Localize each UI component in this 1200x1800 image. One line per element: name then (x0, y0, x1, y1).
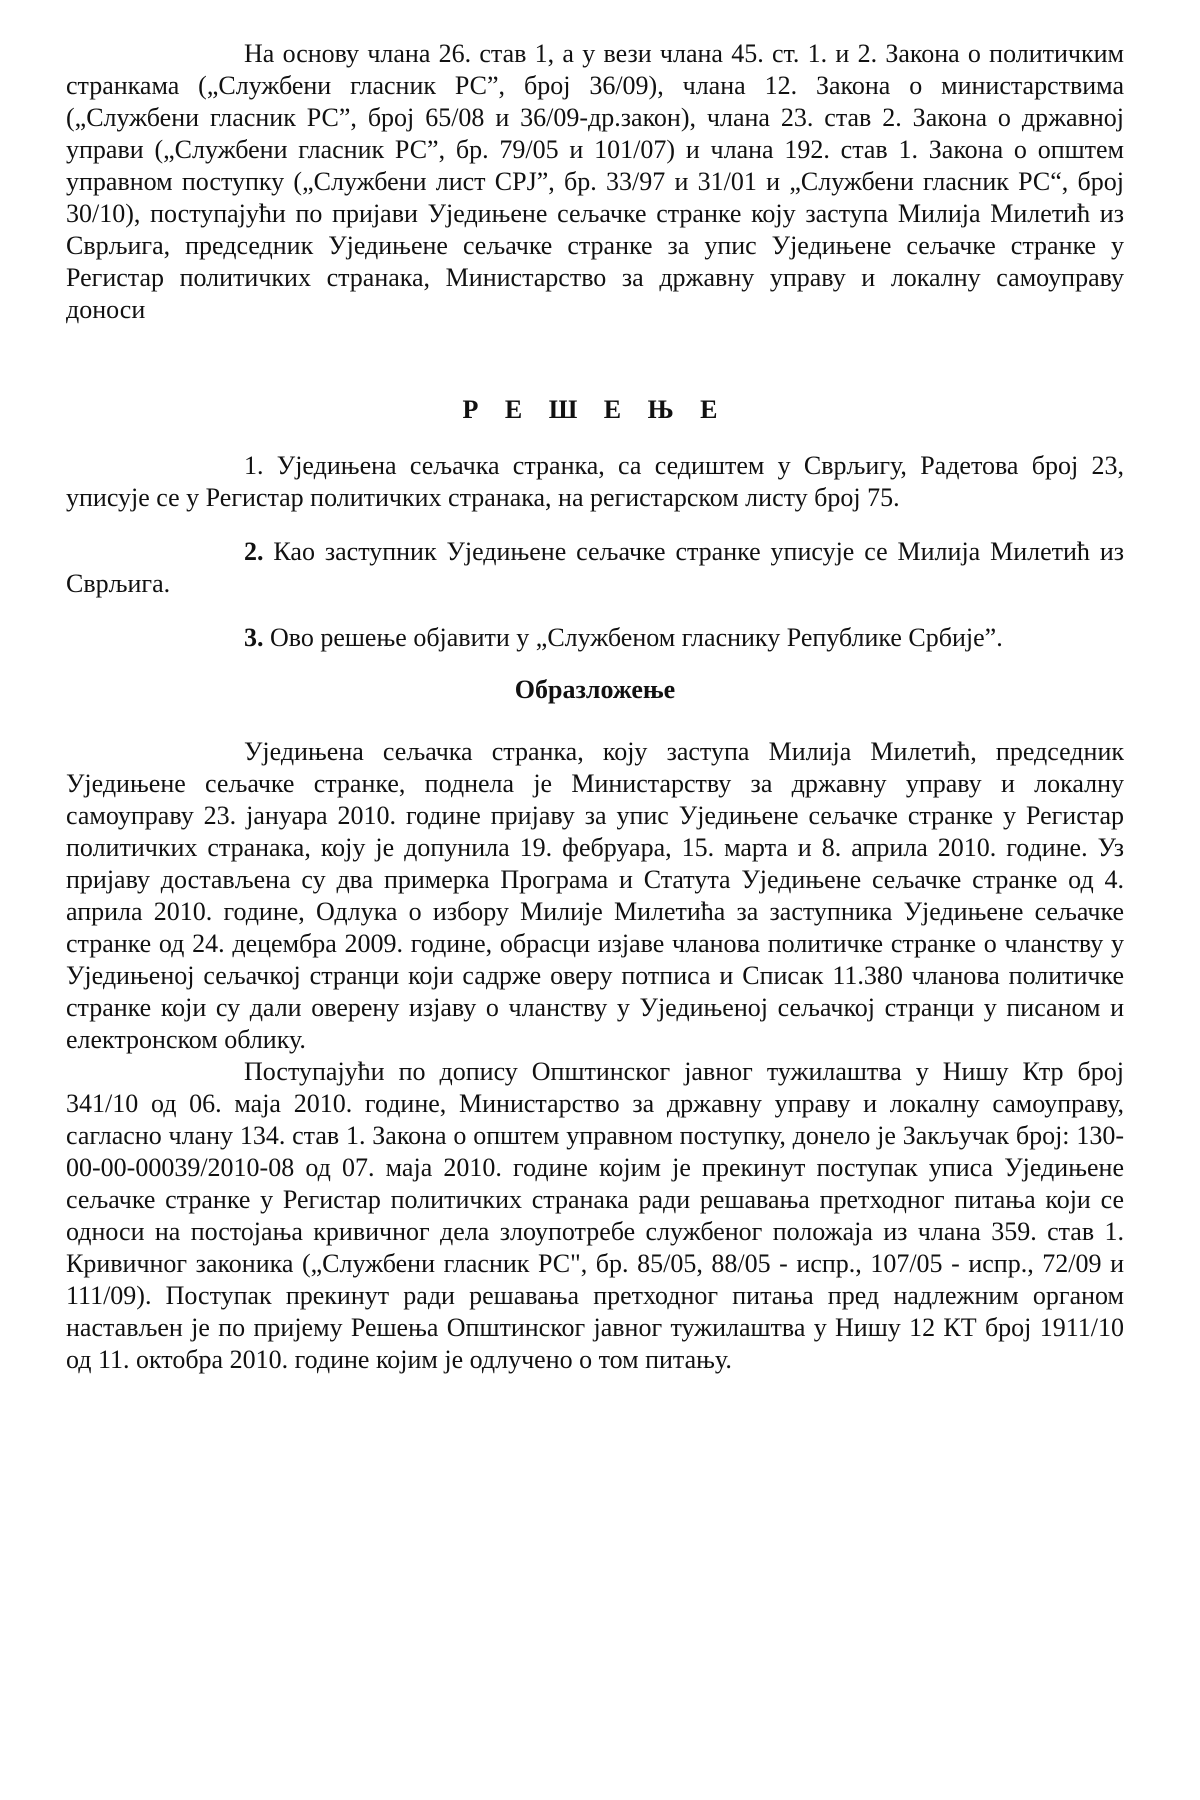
document-page (66, 38, 1124, 1376)
item-text: Ово решење објавити у „Службеном гласнику Републике Србије”. (270, 623, 1003, 652)
decision-item-3 (66, 622, 1124, 654)
item-text: Као заступник Уједињене сељачке странке уписује се Милија Милетић из Сврљига. (66, 537, 1125, 598)
item-number: 3. (244, 623, 264, 652)
item-number: 1. (244, 451, 264, 480)
reasoning-paragraph-1: Уједињена сељачка странка, коју заступа Милија Милетић, председник Уједињене сељачке странке, поднела је Министарству за државну управу и локалну самоуправу 23. јануара 2010. године пријаву за упис Уједињене сељачке странке у Регистар политичких странака, коју је допунила 19. фебруара, 15. марта и 8. априла 2010. године. Уз пријаву достављена су два примерка Програма и Статута Уједињене сељачке странке од 4. априла 2010. године, Одлука о избору Милије Милетића за заступника Уједињене сељачке странке од 24. децембра 2009. године, обрасци изјаве чланова политичке странке о чланству у Уједињеној сељачкој странци који садрже оверу потписа и Списак 11.380 чланова политичке странке који су дали оверену изјаву о чланству у Уједињеној сељачкој странци у писаном и електронском облику. (66, 737, 1124, 1054)
reasoning-paragraph-2: Поступајући по допису Општинског јавног тужилаштва у Нишу Ктр број 341/10 од 06. маја 2010. године, Министарство за државну управу и локалну самоуправу, сагласно члану 134. став 1. Закона о општем управном поступку, донело је Закључак број: 130-00-00-00039/2010-08 од 07. маја 2010. године којим је прекинут поступак уписа Уједињене сељачке странке у Регистар политичких странака ради решавања претходног питања који се односи на постојања кривичног дела злоупотребе службеног положаја из члана 359. став 1. Кривичног законика („Службени гласник РС", бр. 85/05, 88/05 - испр., 107/05 - испр., 72/09 и 111/09). Поступак прекинут ради решавања претходног питања пред надлежним органом настављен је по пријему Решења Општинског јавног тужилаштва у Нишу 12 КТ број 1911/10 од 11. октобра 2010. године којим је одлучено о том питању. (66, 1057, 1124, 1374)
preamble-paragraph: На основу члана 26. став 1, а у вези члана 45. ст. 1. и 2. Закона о политичким странкама („Службени гласник РС”, број 36/09), члана 12. Закона о министарствима („Службени гласник РС”, број 65/08 и 36/09-др.закон), члана 23. став 2. Закона о државној управи („Службени гласник РС”, бр. 79/05 и 101/07) и члана 192. став 1. Закона о општем управном поступку („Службени лист СРЈ”, бр. 33/97 и 31/01 и „Службени гласник РС“, број 30/10), поступајући по пријави Уједињене сељачке странке коју заступа Милија Милетић из Сврљига, председник Уједињене сељачке странке за упис Уједињене сељачке странке у Регистар политичких странака, Министарство за државну управу и локалну самоуправу доноси (66, 39, 1124, 324)
reasoning-title: Образложење (514, 675, 676, 704)
item-bold-text: Уједињена сељачка странка (276, 451, 599, 480)
decision-item-1 (66, 450, 1124, 514)
decision-item-2 (66, 536, 1124, 600)
item-text: , са седиштем у Сврљигу, Радетова број 23, уписује се у Регистар политичких странака, на регистарском листу број 75. (66, 451, 1125, 512)
item-number: 2. (244, 537, 264, 566)
decision-title: Р Е Ш Е Њ Е (462, 395, 728, 424)
